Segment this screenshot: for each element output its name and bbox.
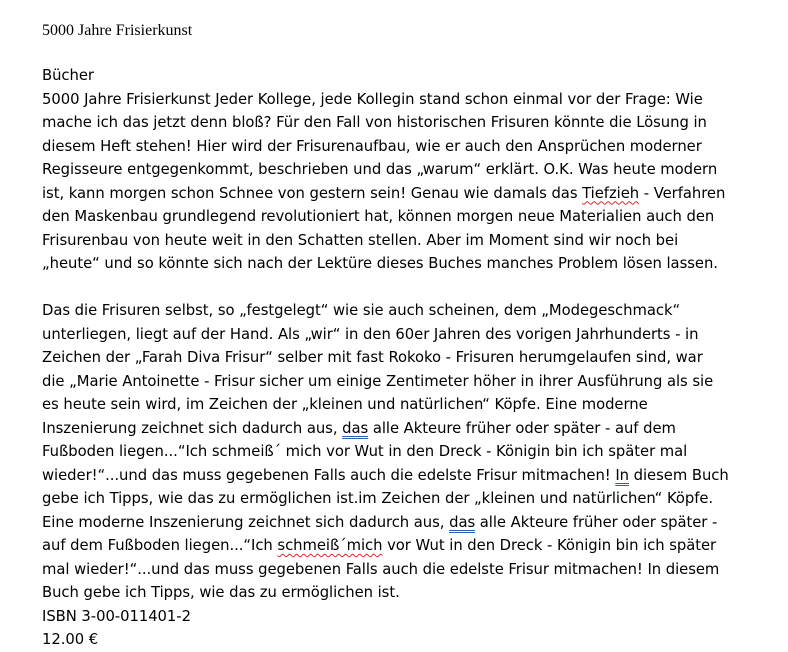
text-segment: vor Wut in den Dreck - Königin bin ich später (382, 537, 717, 554)
text-segment: wieder!“...und das muss gegebenen Falls auch die edelste Frisur mitmachen! (42, 466, 616, 484)
paragraph-2-line: mal wieder!“...und das muss gegebenen Falls auch die edelste Frisur mitmachen! In diesem (42, 560, 720, 578)
text-segment: alle Akteure früher oder später - (475, 513, 718, 531)
paragraph-2-line: Das die Frisuren selbst, so „festgelegt“ wie sie auch scheinen, dem „Modegeschmack“ (42, 302, 681, 319)
paragraph-2-line: die „Marie Antoinette - Frisur sicher um einige Zentimeter höher in ihrer Ausführung als sie (42, 372, 714, 390)
text-segment: diesem Buch (629, 466, 729, 484)
paragraph-2-line: Zeichen der „Farah Diva Frisur“ selber mit fast Rokoko - Frisuren herumgelaufen sind, war (42, 349, 703, 366)
paragraph-1 (42, 88, 732, 276)
paragraph-2-line: es heute sein wird, im Zeichen der „kleinen und natürlichen“ Köpfe. Eine moderne (42, 396, 648, 413)
grammar-flagged-word[interactable]: das (449, 513, 476, 531)
title-spacer (42, 42, 732, 64)
text-segment: ist, kann morgen schon Schnee von gestern sein! Genau wie damals das (42, 184, 583, 202)
isbn-text: ISBN 3-00-011401-2 (42, 607, 191, 625)
paragraph-2-line: Fußboden liegen...“Ich schmeiß´ mich vor Wut in den Dreck - Königin bin ich später mal (42, 443, 688, 460)
paragraph-2-line: unterliegen, liegt auf der Hand. Als „wir“ in den 60er Jahren des vorigen Jahrhunderts - in (42, 325, 699, 343)
paragraph-1-line: mache ich das jetzt denn bloß? Für den Fall von historischen Frisuren könnte die Lösung in (42, 114, 707, 131)
paragraph-2 (42, 299, 732, 605)
paragraph-1-line: den Maskenbau grundlegend revolutioniert hat, können morgen neue Materialien auch den (42, 208, 715, 225)
paragraph-2-line (42, 464, 732, 488)
paragraph-1-line: diesem Heft stehen! Hier wird der Frisurenaufbau, wie er auch den Ansprüchen moderner (42, 137, 702, 155)
text-segment: Inszenierung zeichnet sich dadurch aus, (42, 419, 343, 437)
paragraph-2-line (42, 417, 732, 441)
text-segment: - Verfahren (639, 184, 726, 202)
paragraph-1-line: Regisseure entgegenkommt, beschrieben und das „warum“ erklärt. O.K. Was heute modern (42, 161, 718, 178)
paragraph-2-line (42, 534, 732, 558)
paragraph-gap (42, 276, 732, 300)
paragraph-2-line (42, 511, 732, 535)
paragraph-1-line: „heute“ und so könnte sich nach der Lektüre dieses Buches manches Problem lösen lassen. (42, 255, 718, 272)
paragraph-2-line: gebe ich Tipps, wie das zu ermöglichen ist.im Zeichen der „kleinen und natürlichen“ Köpfe. (42, 490, 714, 507)
spelling-flagged-word[interactable]: schmeiß´mich (277, 537, 383, 554)
document-title: 5000 Jahre Frisierkunst (42, 22, 193, 39)
paragraph-2-line: Buch gebe ich Tipps, wie das zu ermöglichen ist. (42, 584, 400, 601)
text-segment: auf dem Fußboden liegen...“Ich (42, 537, 278, 554)
price-text: 12.00 € (42, 631, 99, 648)
category-label: Bücher (42, 67, 94, 84)
grammar-flagged-word[interactable]: das (342, 419, 369, 437)
spelling-flagged-word[interactable]: Tiefzieh (582, 184, 640, 202)
document-page (42, 20, 732, 652)
text-segment: alle Akteure früher oder später - auf dem (368, 419, 676, 437)
text-segment: Eine moderne Inszenierung zeichnet sich dadurch aus, (42, 513, 450, 531)
paragraph-1-line: 5000 Jahre Frisierkunst Jeder Kollege, jede Kollegin stand schon einmal vor der Frage: Wie (42, 90, 703, 108)
grammar-flagged-word[interactable]: In (615, 466, 629, 484)
paragraph-1-line: Frisurenbau von heute weit in den Schatten stellen. Aber im Moment sind wir noch bei (42, 231, 679, 249)
paragraph-1-line (42, 182, 732, 206)
